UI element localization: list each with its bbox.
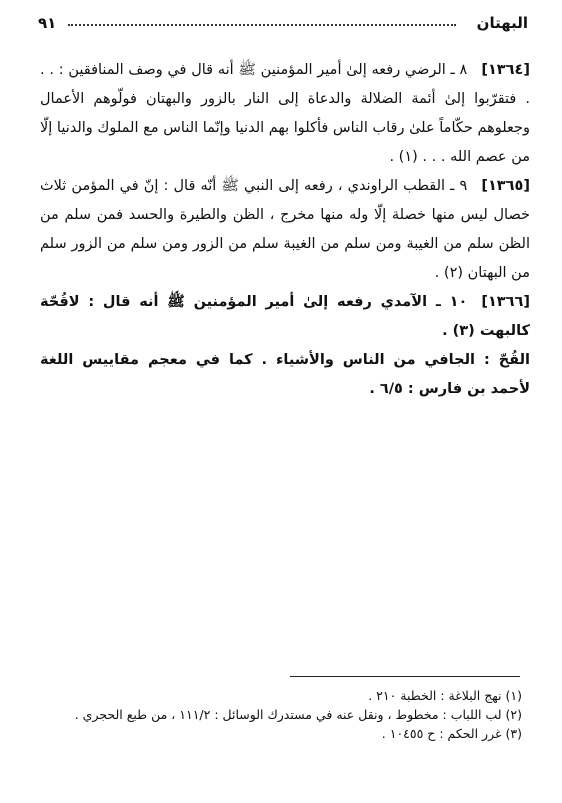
footnote-separator <box>290 676 520 677</box>
hadith-entry-1366 <box>40 288 530 346</box>
word-gloss: القُحّ : الجافي من الناس والأشياء . كما في معجم مقاييس اللغة لأحمد بن فارس : ٦/٥ . <box>40 352 530 397</box>
footnotes <box>32 686 522 743</box>
page-number: ٩١ <box>38 14 57 32</box>
entry-text: ١٠ ـ الآمدي رفعه إلىٰ أمير المؤمنين ﷺ أنه قال : لاقُحّة كالبهت (٣) . <box>40 294 530 339</box>
main-text <box>40 56 530 404</box>
footnote-3: (٣) غرر الحكم : ح ١٠٤٥٥ . <box>381 726 522 741</box>
entry-number: [١٣٦٤] <box>481 62 530 78</box>
entry-number: [١٣٦٥] <box>481 178 530 194</box>
hadith-entry-1364 <box>40 56 530 172</box>
running-header <box>38 12 528 38</box>
header-dot-leader <box>68 24 456 26</box>
running-title: البهتان <box>476 14 528 32</box>
footnote-1: (١) نهج البلاغة : الخطبة ٢١٠ . <box>368 688 522 703</box>
entry-number: [١٣٦٦] <box>481 294 530 310</box>
hadith-entry-1365 <box>40 172 530 288</box>
entry-text: ٩ ـ القطب الراوندي ، رفعه إلى النبي ﷺ أنّه قال : إنّ في المؤمن ثلاث خصال ليس منها خصلة إلّا وله منها مخرج ، الظن والطيرة والحسد فمن سلم من الظن سلم من الغيبة ومن سلم من الغيبة سلم من الزور ومن سلم من الزور سلم من البهتان (٢) . <box>40 178 530 281</box>
footnote-2: (٢) لب اللباب : مخطوط ، ونقل عنه في مستدرك الوسائل : ١١١/٢ ، من طبع الحجري . <box>74 707 522 722</box>
entry-text: ٨ ـ الرضي رفعه إلىٰ أمير المؤمنين ﷺ أنه قال في وصف المنافقين : . . . فتقرّبوا إلىٰ أئمة الضلالة والدعاة إلى النار بالزور والبهتان فولّوهم الأعمال وجعلوهم حكّاماً علىٰ رقاب الناس فأكلوا بهم الدنيا وإنّما الناس مع الملوك والدنيا إلّا من عصم الله . . . (١) . <box>40 62 530 165</box>
